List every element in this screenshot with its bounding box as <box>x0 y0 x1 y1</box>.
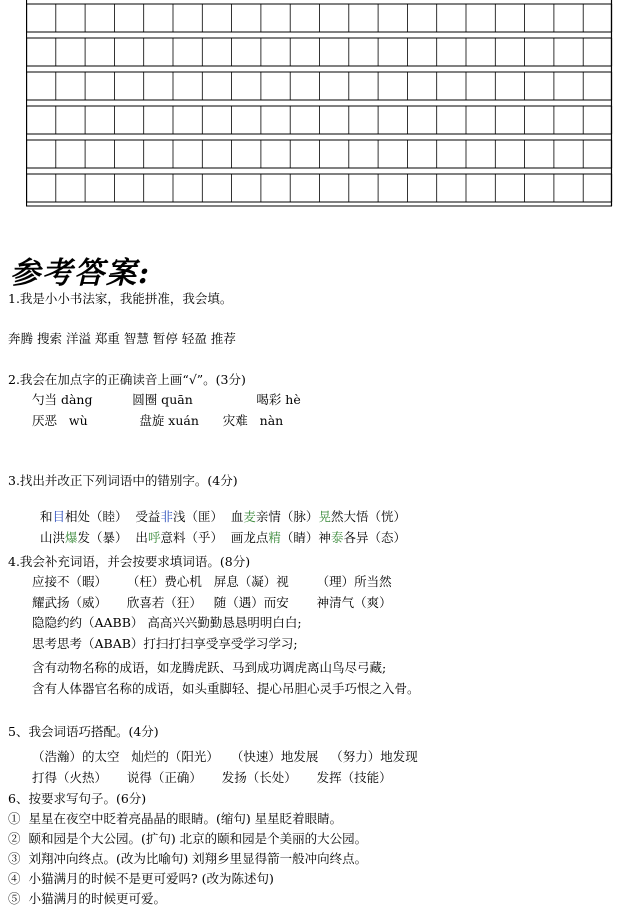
q3-row2: 山洪爆发（暴） 出呼意料（乎） 画龙点精（睛）神泰各异（态） <box>39 530 406 545</box>
q1-heading: 1.我是小小书法家，我能拼准，我会填。 <box>8 291 233 306</box>
q6-item: ④ 小猫满月的时候不是更可爱吗? (改为陈述句) <box>8 871 274 886</box>
q2-heading: 2.我会在加点字的正确读音上画“√”。(3分) <box>8 372 246 387</box>
q5-heading: 5、我会词语巧搭配。(4分) <box>8 724 159 739</box>
q6-item: ⑤ 小猫满月的时候更可爱。 <box>8 891 166 906</box>
q4-line: 隐隐约约（AABB） 高高兴兴勤勤恳恳明明白白; <box>32 615 302 630</box>
answer-key-title: 参考答案: <box>10 256 152 291</box>
q4-line: 应接不（暇） （枉）费心机 屏息（凝）视 （理）所当然 <box>32 574 392 589</box>
writing-grid <box>26 0 614 212</box>
q4-line: 含有动物名称的成语，如龙腾虎跃、马到成功调虎离山鸟尽弓藏; <box>32 660 387 675</box>
q4-line: 思考思考（ABAB）打扫打扫享受享受学习学习; <box>32 636 298 651</box>
q6-item: ② 颐和园是个大公园。(扩句) 北京的颐和园是个美丽的大公园。 <box>8 831 368 846</box>
q4-line: 含有人体器官名称的成语，如头重脚轻、提心吊胆心灵手巧恨之入骨。 <box>32 681 420 696</box>
q6-item: ① 星星在夜空中眨着亮晶晶的眼睛。(缩句) 星星眨着眼睛。 <box>8 811 343 826</box>
q5-row2: 打得（火热） 说得（正确） 发扬（长处） 发挥（技能） <box>32 770 392 785</box>
q4-line: 耀武扬（威） 欣喜若（狂） 随（遇）而安 神清气（爽） <box>32 595 392 610</box>
q6-heading: 6、按要求写句子。(6分) <box>8 791 147 806</box>
q1-answer: 奔腾 搜索 洋溢 郑重 智慧 暂停 轻盈 推荐 <box>8 331 236 346</box>
q3-row1: 和目相处（睦） 受益非浅（匪） 血麦亲情（脉）晃然大悟（恍） <box>39 509 406 524</box>
q3-heading: 3.找出并改正下列词语中的错别字。(4分) <box>8 473 238 488</box>
q4-heading: 4.我会补充词语，并会按要求填词语。(8分) <box>8 554 251 569</box>
q2-row1: 勺当 dàng 圆圈 quān 喝彩 hè <box>32 392 301 407</box>
q6-item: ③ 刘翔冲向终点。(改为比喻句) 刘翔乡里显得箭一般冲向终点。 <box>8 851 368 866</box>
q5-row1: （浩瀚）的太空 灿烂的（阳光） （快速）地发展 （努力）地发现 <box>32 749 418 764</box>
q2-row2: 厌恶 wù 盘旋 xuán 灾难 nàn <box>32 413 284 428</box>
